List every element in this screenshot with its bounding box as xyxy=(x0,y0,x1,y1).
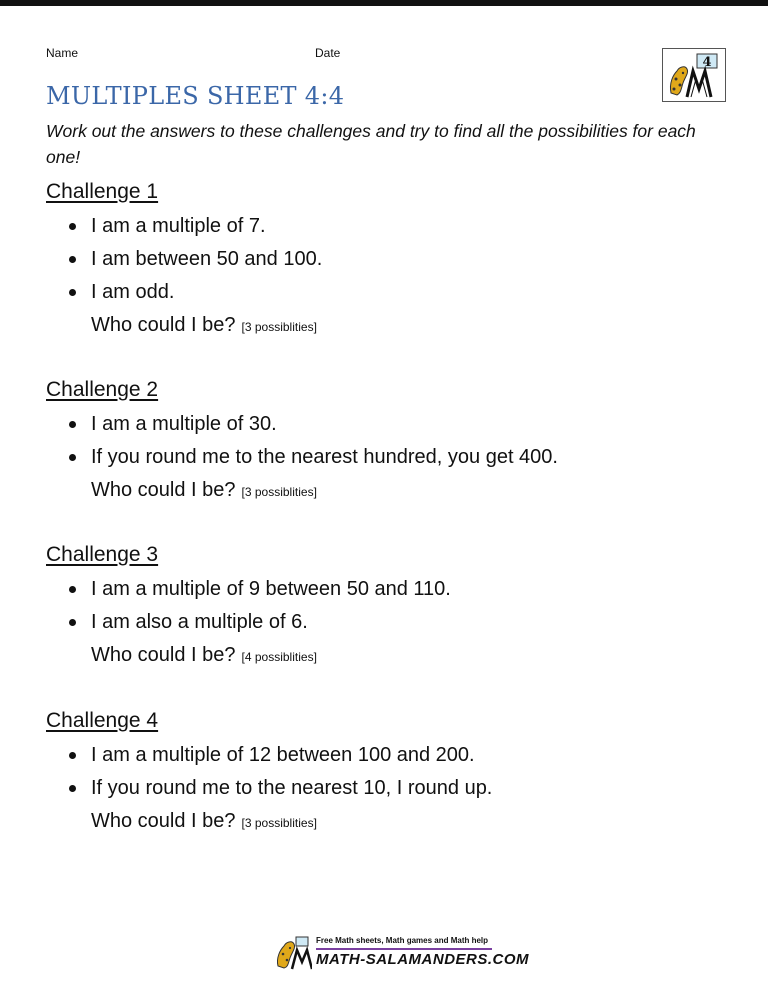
question-text: Who could I be? xyxy=(91,314,236,336)
salamander-logo-icon xyxy=(663,49,725,101)
challenge-heading: Challenge 3 xyxy=(46,543,159,566)
date-label: Date xyxy=(315,46,341,60)
clue-item xyxy=(46,573,736,606)
question-line xyxy=(46,639,736,672)
clue-text: I am odd. xyxy=(91,281,175,303)
challenge-4 xyxy=(46,706,736,838)
bullet-icon xyxy=(69,454,76,461)
clue-item xyxy=(46,739,736,772)
salamander-footer-icon xyxy=(272,934,312,970)
instructions: Work out the answers to these challenges and try to find all the possibilities for each one! xyxy=(46,121,696,167)
clue-text: I am a multiple of 9 between 50 and 110. xyxy=(91,578,451,600)
clue-text: If you round me to the nearest hundred, you get 400. xyxy=(91,446,558,468)
clue-text: I am between 50 and 100. xyxy=(91,248,323,270)
question-text: Who could I be? xyxy=(91,644,236,666)
possibilities-note: [3 possiblities] xyxy=(241,320,317,334)
bullet-icon xyxy=(69,785,76,792)
clue-item xyxy=(46,408,736,441)
footer-tagline: Free Math sheets, Math games and Math help xyxy=(316,936,489,945)
question-line xyxy=(46,805,736,838)
name-label: Name xyxy=(46,46,79,60)
level-badge: 4 xyxy=(702,55,712,70)
footer-divider xyxy=(316,948,492,950)
level-logo xyxy=(662,48,726,102)
question-text: Who could I be? xyxy=(91,810,236,832)
clue-item xyxy=(46,606,736,639)
question-line xyxy=(46,309,736,342)
challenge-1 xyxy=(46,177,736,342)
challenge-3 xyxy=(46,540,736,672)
clue-text: If you round me to the nearest 10, I round up. xyxy=(91,777,493,799)
clue-item xyxy=(46,210,736,243)
possibilities-note: [3 possiblities] xyxy=(241,816,317,830)
clue-item xyxy=(46,243,736,276)
clue-list xyxy=(46,408,736,474)
footer-branding xyxy=(272,934,530,970)
bullet-icon xyxy=(69,256,76,263)
possibilities-note: [4 possiblities] xyxy=(241,650,317,664)
clue-text: I am a multiple of 7. xyxy=(91,215,266,237)
clue-list xyxy=(46,739,736,805)
bullet-icon xyxy=(69,223,76,230)
top-rule xyxy=(0,0,768,6)
clue-item xyxy=(46,441,736,474)
clue-list xyxy=(46,210,736,309)
bullet-icon xyxy=(69,421,76,428)
question-text: Who could I be? xyxy=(91,479,236,501)
clue-item xyxy=(46,772,736,805)
challenge-heading: Challenge 1 xyxy=(46,180,159,203)
clue-text: I am a multiple of 30. xyxy=(91,413,277,435)
question-line xyxy=(46,474,736,507)
bullet-icon xyxy=(69,752,76,759)
challenge-2 xyxy=(46,375,736,507)
page-title: MULTIPLES SHEET 4:4 xyxy=(46,82,345,110)
challenge-heading: Challenge 4 xyxy=(46,709,159,732)
bullet-icon xyxy=(69,586,76,593)
bullet-icon xyxy=(69,289,76,296)
clue-text: I am also a multiple of 6. xyxy=(91,611,308,633)
footer-site-name: MATH-SALAMANDERS.COM xyxy=(316,951,530,968)
clue-list xyxy=(46,573,736,639)
clue-text: I am a multiple of 12 between 100 and 200. xyxy=(91,744,475,766)
clue-item xyxy=(46,276,736,309)
possibilities-note: [3 possiblities] xyxy=(241,485,317,499)
bullet-icon xyxy=(69,619,76,626)
challenge-heading: Challenge 2 xyxy=(46,378,159,401)
